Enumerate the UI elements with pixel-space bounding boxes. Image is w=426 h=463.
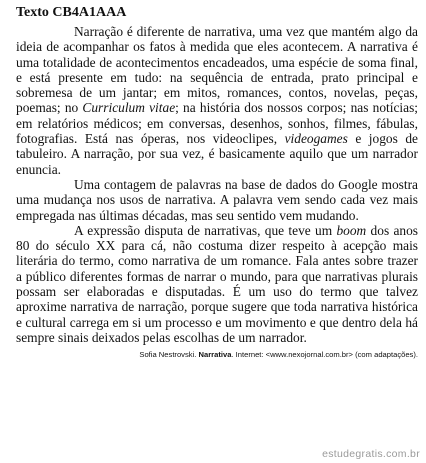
document-page <box>16 4 418 360</box>
text-run: Narração é diferente de narrativa, uma vez que mantém algo da ideia de acompanhar os fatos à medida que eles acontecem. A narrativa é uma totalidade de acontecimentos encadeados, uma espécie de soma final, e está presente em tudo: na sequência de entrada, prato principal e sobremesa de um jantar; em mitos, romances, contos, novelas, peças, poemas; no <box>16 24 418 116</box>
source-citation <box>16 350 418 360</box>
italic-term: videogames <box>284 131 348 147</box>
italic-term: boom <box>336 222 367 238</box>
italic-term: Curriculum vitae <box>82 100 176 116</box>
text-run: ; na história dos nossos corpos; nas notícias; em relatórios médicos; em conversas, desenhos, sonhos, filmes, fábulas, fotografias. Está nas óperas, nos videoclipes, <box>16 100 418 147</box>
body-text <box>16 24 418 345</box>
source-rest: . Internet: <www.nexojornal.com.br> (com adaptações). <box>231 350 418 360</box>
paragraph-2 <box>16 177 418 223</box>
text-run: Uma contagem de palavras na base de dados do Google mostra uma mudança nos usos de narrativa. A palavra vem sendo cada vez mais empregada nas últimas décadas, mas seu sentido vem mudando. <box>16 176 418 223</box>
text-run: e jogos de tabuleiro. A narração, por sua vez, é basicamente aquilo que um narrador enuncia. <box>16 131 418 177</box>
site-watermark: estudegratis.com.br <box>322 448 420 460</box>
text-title: Texto CB4A1AAA <box>16 5 127 20</box>
text-run: A expressão disputa de narrativas, que teve um <box>74 222 337 238</box>
source-work: Narrativa <box>198 350 232 360</box>
paragraph-1 <box>16 24 418 177</box>
source-author: Sofia Nestrovski. <box>139 350 197 360</box>
paragraph-3 <box>16 223 418 345</box>
text-run: dos anos 80 do século XX para cá, não costuma dizer respeito à acepção mais literária do termo, como narrativa de um romance. Fala antes sobre trazer a público diferentes formas de narrar o mundo, para que narrativas plurais possam ser elaboradas e disputadas. É um uso do termo que talvez aproxime narrativa de narração, porque sugere que toda narrativa histórica e cultural carrega em si um processo e um movimento e que dentro dela há sempre sinais deixados pelas escolhas de um narrador. <box>16 222 419 345</box>
